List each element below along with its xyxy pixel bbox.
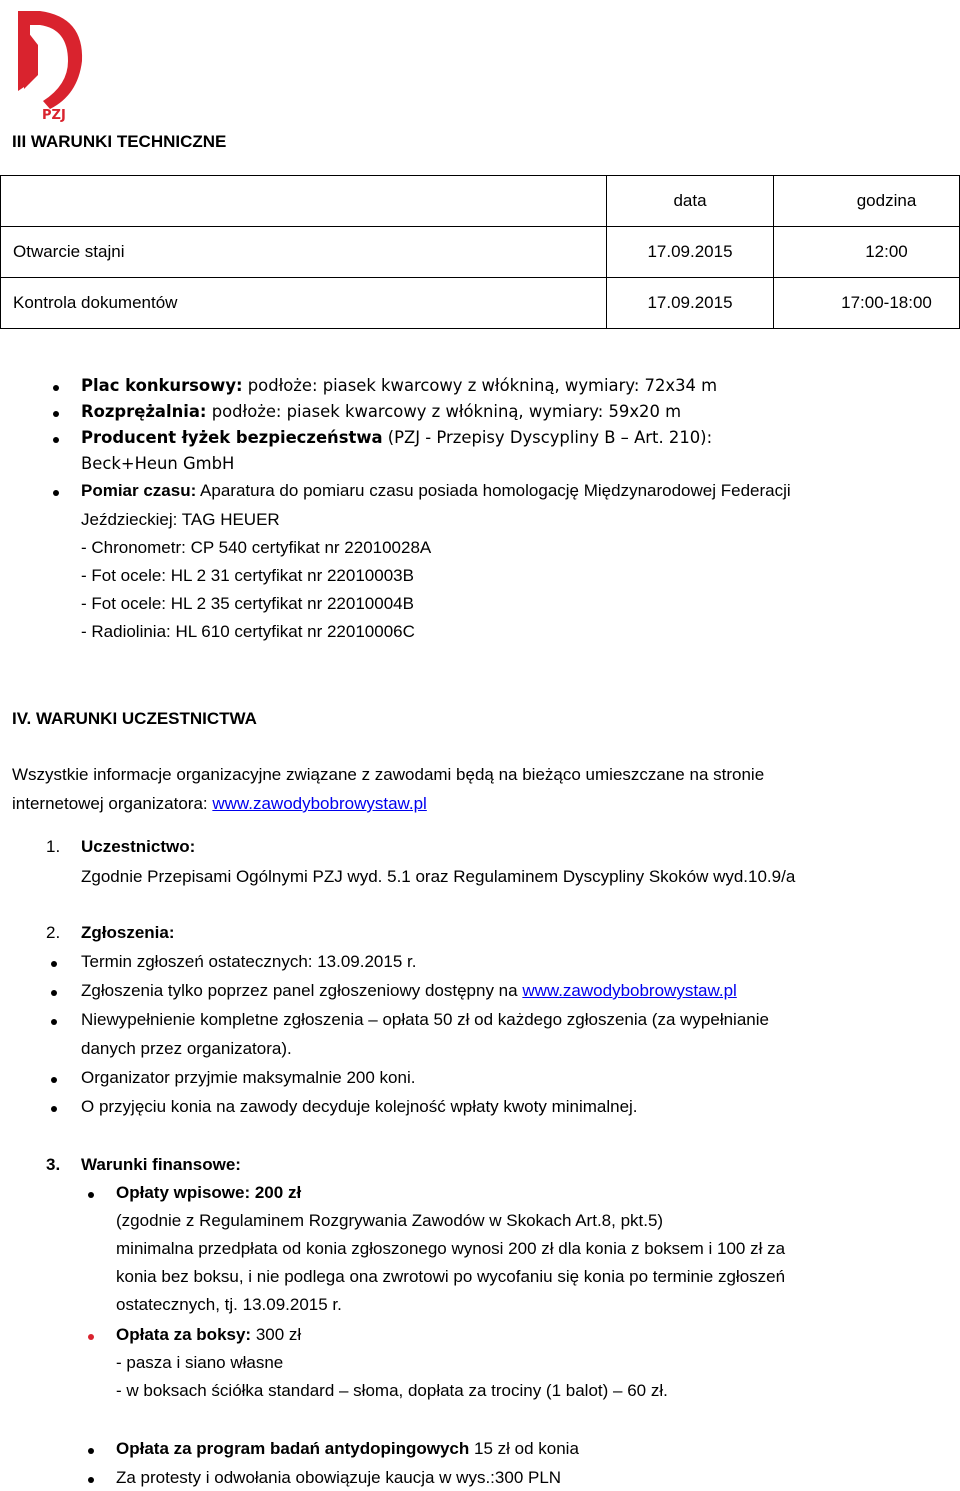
bullet-icon <box>88 1448 94 1454</box>
table-cell-time: 12:00 <box>774 227 960 278</box>
arena-text: podłoże: piasek kwarcowy z włókniną, wymiary: 72x34 m <box>242 376 718 395</box>
box-fee-text: 300 zł <box>251 1325 302 1344</box>
entry-fee-line: (zgodnie z Regulaminem Rozgrywania Zawodów w Skokach Art.8, pkt.5) <box>116 1211 664 1230</box>
registration-panel-link[interactable]: www.zawodybobrowystaw.pl <box>522 981 737 1000</box>
section-title-participation: IV. WARUNKI UCZESTNICTWA <box>12 709 257 728</box>
table-cell-date: 17.09.2015 <box>607 278 774 329</box>
table-header-row <box>1 176 960 227</box>
intro-line-2 <box>12 794 427 814</box>
bullet-icon <box>53 385 59 391</box>
intro-text: internetowej organizatora: <box>12 794 213 813</box>
bullet-icon <box>88 1334 94 1340</box>
box-fee-label: Opłata za boksy: <box>116 1325 252 1344</box>
table-cell-event: Kontrola dokumentów <box>1 278 607 329</box>
cups-item <box>81 428 712 447</box>
bullet-icon <box>51 990 57 996</box>
registration-deadline: Termin zgłoszeń ostatecznych: 13.09.2015 r. <box>81 952 417 971</box>
entry-fee-line: ostatecznych, tj. 13.09.2015 r. <box>116 1295 342 1314</box>
bullet-icon <box>53 411 59 417</box>
bullet-icon <box>88 1477 94 1483</box>
warmup-label: Rozprężalnia: <box>81 402 207 421</box>
timing-label: Pomiar czasu: <box>81 481 197 500</box>
point-1-number: 1. <box>46 837 61 856</box>
incomplete-fee-line-2: danych przez organizatora). <box>81 1039 292 1058</box>
entry-fee-line: konia bez boksu, i nie podlega ona zwrotowi po wycofaniu się konia po terminie zgłoszeń <box>116 1267 786 1286</box>
doping-fee-label: Opłata za program badań antydopingowych <box>116 1439 470 1458</box>
header-cell-empty <box>1 176 607 227</box>
table-row <box>1 278 960 329</box>
organizer-website-link[interactable]: www.zawodybobrowystaw.pl <box>212 794 427 813</box>
timing-text-2: Jeździeckiej: TAG HEUER <box>81 510 280 529</box>
bullet-icon <box>88 1192 94 1198</box>
registration-panel-text: Zgłoszenia tylko poprzez panel zgłoszeniowy dostępny na <box>81 981 523 1000</box>
point-2-number: 2. <box>46 923 61 942</box>
cups-text: (PZJ - Przepisy Dyscypliny B – Art. 210): <box>382 428 713 447</box>
warmup-item <box>81 402 681 421</box>
arena-item <box>81 376 717 395</box>
bullet-icon <box>53 437 59 443</box>
box-fee-line: - w boksach ściółka standard – słoma, dopłata za trociny (1 balot) – 60 zł. <box>116 1381 668 1400</box>
intro-line-1: Wszystkie informacje organizacyjne związane z zawodami będą na bieżąco umieszczane na stronie <box>12 765 765 784</box>
acceptance-order: O przyjęciu konia na zawody decyduje kolejność wpłaty kwoty minimalnej. <box>81 1097 638 1116</box>
cups-label: Producent łyżek bezpieczeństwa <box>81 428 383 447</box>
box-fee-line: - pasza i siano własne <box>116 1353 284 1372</box>
point-3-title: Warunki finansowe: <box>81 1155 241 1174</box>
logo-text: PZJ <box>42 108 66 123</box>
timing-device: - Chronometr: CP 540 certyfikat nr 22010028A <box>81 538 432 557</box>
entry-fee-label: Opłaty wpisowe: 200 zł <box>116 1183 302 1202</box>
table-cell-event: Otwarcie stajni <box>1 227 607 278</box>
bullet-icon <box>53 490 59 496</box>
table-cell-time: 17:00-18:00 <box>774 278 960 329</box>
cups-text-2: Beck+Heun GmbH <box>81 454 235 473</box>
table-cell-date: 17.09.2015 <box>607 227 774 278</box>
point-2-title: Zgłoszenia: <box>81 923 175 942</box>
arena-label: Plac konkursowy: <box>81 376 243 395</box>
doping-fee-item <box>116 1439 579 1459</box>
protest-deposit: Za protesty i odwołania obowiązuje kaucja w wys.:300 PLN <box>116 1468 562 1487</box>
schedule-table <box>0 175 960 329</box>
timing-device: - Fot ocele: HL 2 35 certyfikat nr 22010004B <box>81 594 414 613</box>
bullet-icon <box>51 1106 57 1112</box>
point-1-title: Uczestnictwo: <box>81 837 196 856</box>
timing-device: - Fot ocele: HL 2 31 certyfikat nr 22010003B <box>81 566 414 585</box>
bullet-icon <box>51 1019 57 1025</box>
header-cell-time: godzina <box>774 176 960 227</box>
box-fee-item <box>116 1325 301 1345</box>
entry-fee-line: minimalna przedpłata od konia zgłoszonego wynosi 200 zł dla konia z boksem i 100 zł za <box>116 1239 786 1258</box>
incomplete-fee-line-1: Niewypełnienie kompletne zgłoszenia – opłata 50 zł od każdego zgłoszenia (za wypełnianie <box>81 1010 769 1029</box>
timing-device: - Radiolinia: HL 610 certyfikat nr 22010006C <box>81 622 415 641</box>
timing-text: Aparatura do pomiaru czasu posiada homologację Międzynarodowej Federacji <box>196 481 791 500</box>
header-cell-date: data <box>607 176 774 227</box>
registration-panel <box>81 981 737 1001</box>
point-3-number: 3. <box>46 1155 61 1174</box>
table-row <box>1 227 960 278</box>
max-horses: Organizator przyjmie maksymalnie 200 koni. <box>81 1068 416 1087</box>
section-title-technical: III WARUNKI TECHNICZNE <box>12 132 227 151</box>
doping-fee-text: 15 zł od konia <box>469 1439 579 1458</box>
bullet-icon <box>51 1077 57 1083</box>
warmup-text: podłoże: piasek kwarcowy z włókniną, wymiary: 59x20 m <box>206 402 682 421</box>
timing-item <box>81 481 791 501</box>
bullet-icon <box>51 961 57 967</box>
pzj-logo <box>10 5 92 123</box>
point-1-text: Zgodnie Przepisami Ogólnymi PZJ wyd. 5.1 oraz Regulaminem Dyscypliny Skoków wyd.10.9/a <box>81 867 796 886</box>
